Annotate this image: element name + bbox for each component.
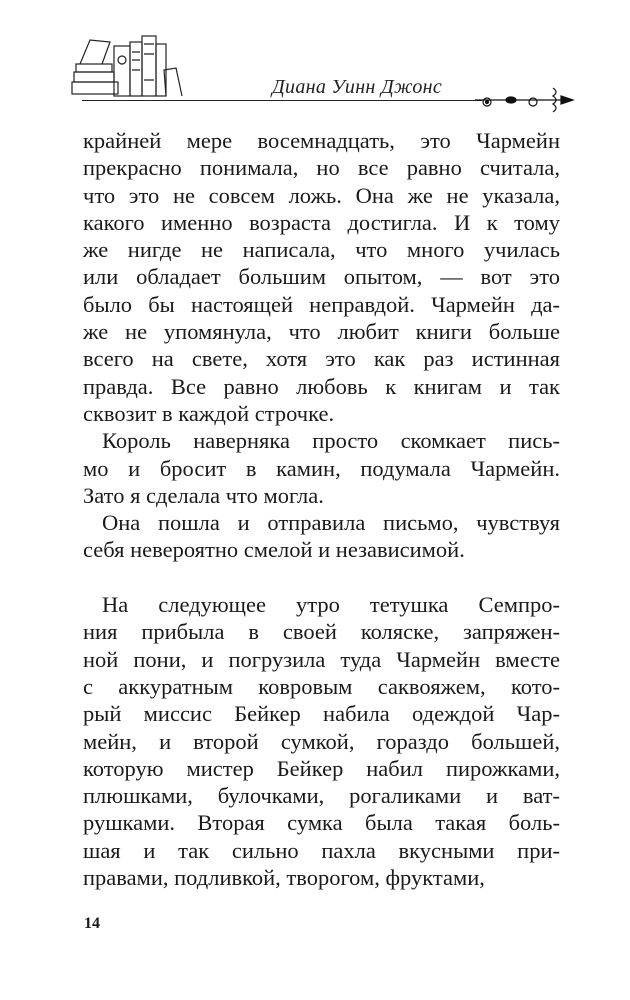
text-line: же нигде не написала, что много училась — [83, 237, 560, 263]
body-text — [83, 127, 560, 891]
text-line: рый миссис Бейкер набила одеждой Чар- — [83, 701, 560, 727]
text-line: какого именно возраста достигла. И к тому — [83, 209, 560, 235]
text-line: же не упомянула, что любит книги больше — [83, 319, 560, 345]
bookshelf-illustration-icon — [70, 30, 190, 102]
text-line: всего на свете, хотя это как раз истинная — [83, 346, 560, 372]
text-line: На следующее утро тетушка Семпро- — [102, 592, 560, 618]
text-line: правами, подливкой, творогом, фруктами, — [83, 865, 485, 891]
text-line: с аккуратным ковровым саквояжем, кото- — [83, 673, 560, 699]
text-line: которую мистер Бейкер набил пирожками, — [83, 755, 560, 781]
header-rule — [82, 100, 482, 101]
text-line: ния прибыла в своей коляске, запряжен- — [83, 619, 560, 645]
text-line: Зато я сделала что могла. — [83, 482, 324, 508]
page-header — [70, 30, 570, 98]
text-line: или обладает большим опытом, — вот это — [83, 264, 560, 290]
page-number: 14 — [84, 915, 100, 932]
paragraph — [83, 127, 560, 427]
running-title: Диана Уинн Джонс — [272, 76, 443, 98]
section-break — [83, 564, 560, 591]
paragraph — [83, 509, 560, 564]
text-line: крайней мере восемнадцать, это Чармейн — [83, 128, 560, 153]
text-line: правда. Все равно любовь к книгам и так — [83, 373, 560, 399]
text-line: что это не совсем ложь. Она же не указала, — [83, 182, 560, 208]
text-line: Король наверняка просто скомкает пись- — [102, 428, 560, 454]
paragraph — [83, 427, 560, 509]
text-line: сквозит в каждой строчке. — [83, 400, 335, 426]
text-line: мейн, и второй сумкой, гораздо большей, — [83, 728, 560, 754]
text-line: ной пони, и погрузила туда Чармейн вместе — [83, 646, 560, 672]
paragraph — [83, 591, 560, 891]
text-line: плюшками, булочками, рогаликами и ват- — [83, 783, 560, 809]
text-line: Она пошла и отправила письмо, чувствуя — [102, 510, 560, 536]
text-line: прекрасно понимала, но все равно считала, — [83, 155, 560, 181]
text-line: шая и так сильно пахла вкусными при- — [83, 837, 560, 863]
text-line: мо и бросит в камин, подумала Чармейн. — [83, 455, 560, 481]
text-line: было бы настоящей неправдой. Чармейн да- — [83, 291, 560, 317]
ornament-flourish-icon — [475, 82, 575, 118]
text-line: рушками. Вторая сумка была такая боль- — [83, 810, 560, 836]
text-line: себя невероятно смелой и независимой. — [83, 537, 465, 563]
